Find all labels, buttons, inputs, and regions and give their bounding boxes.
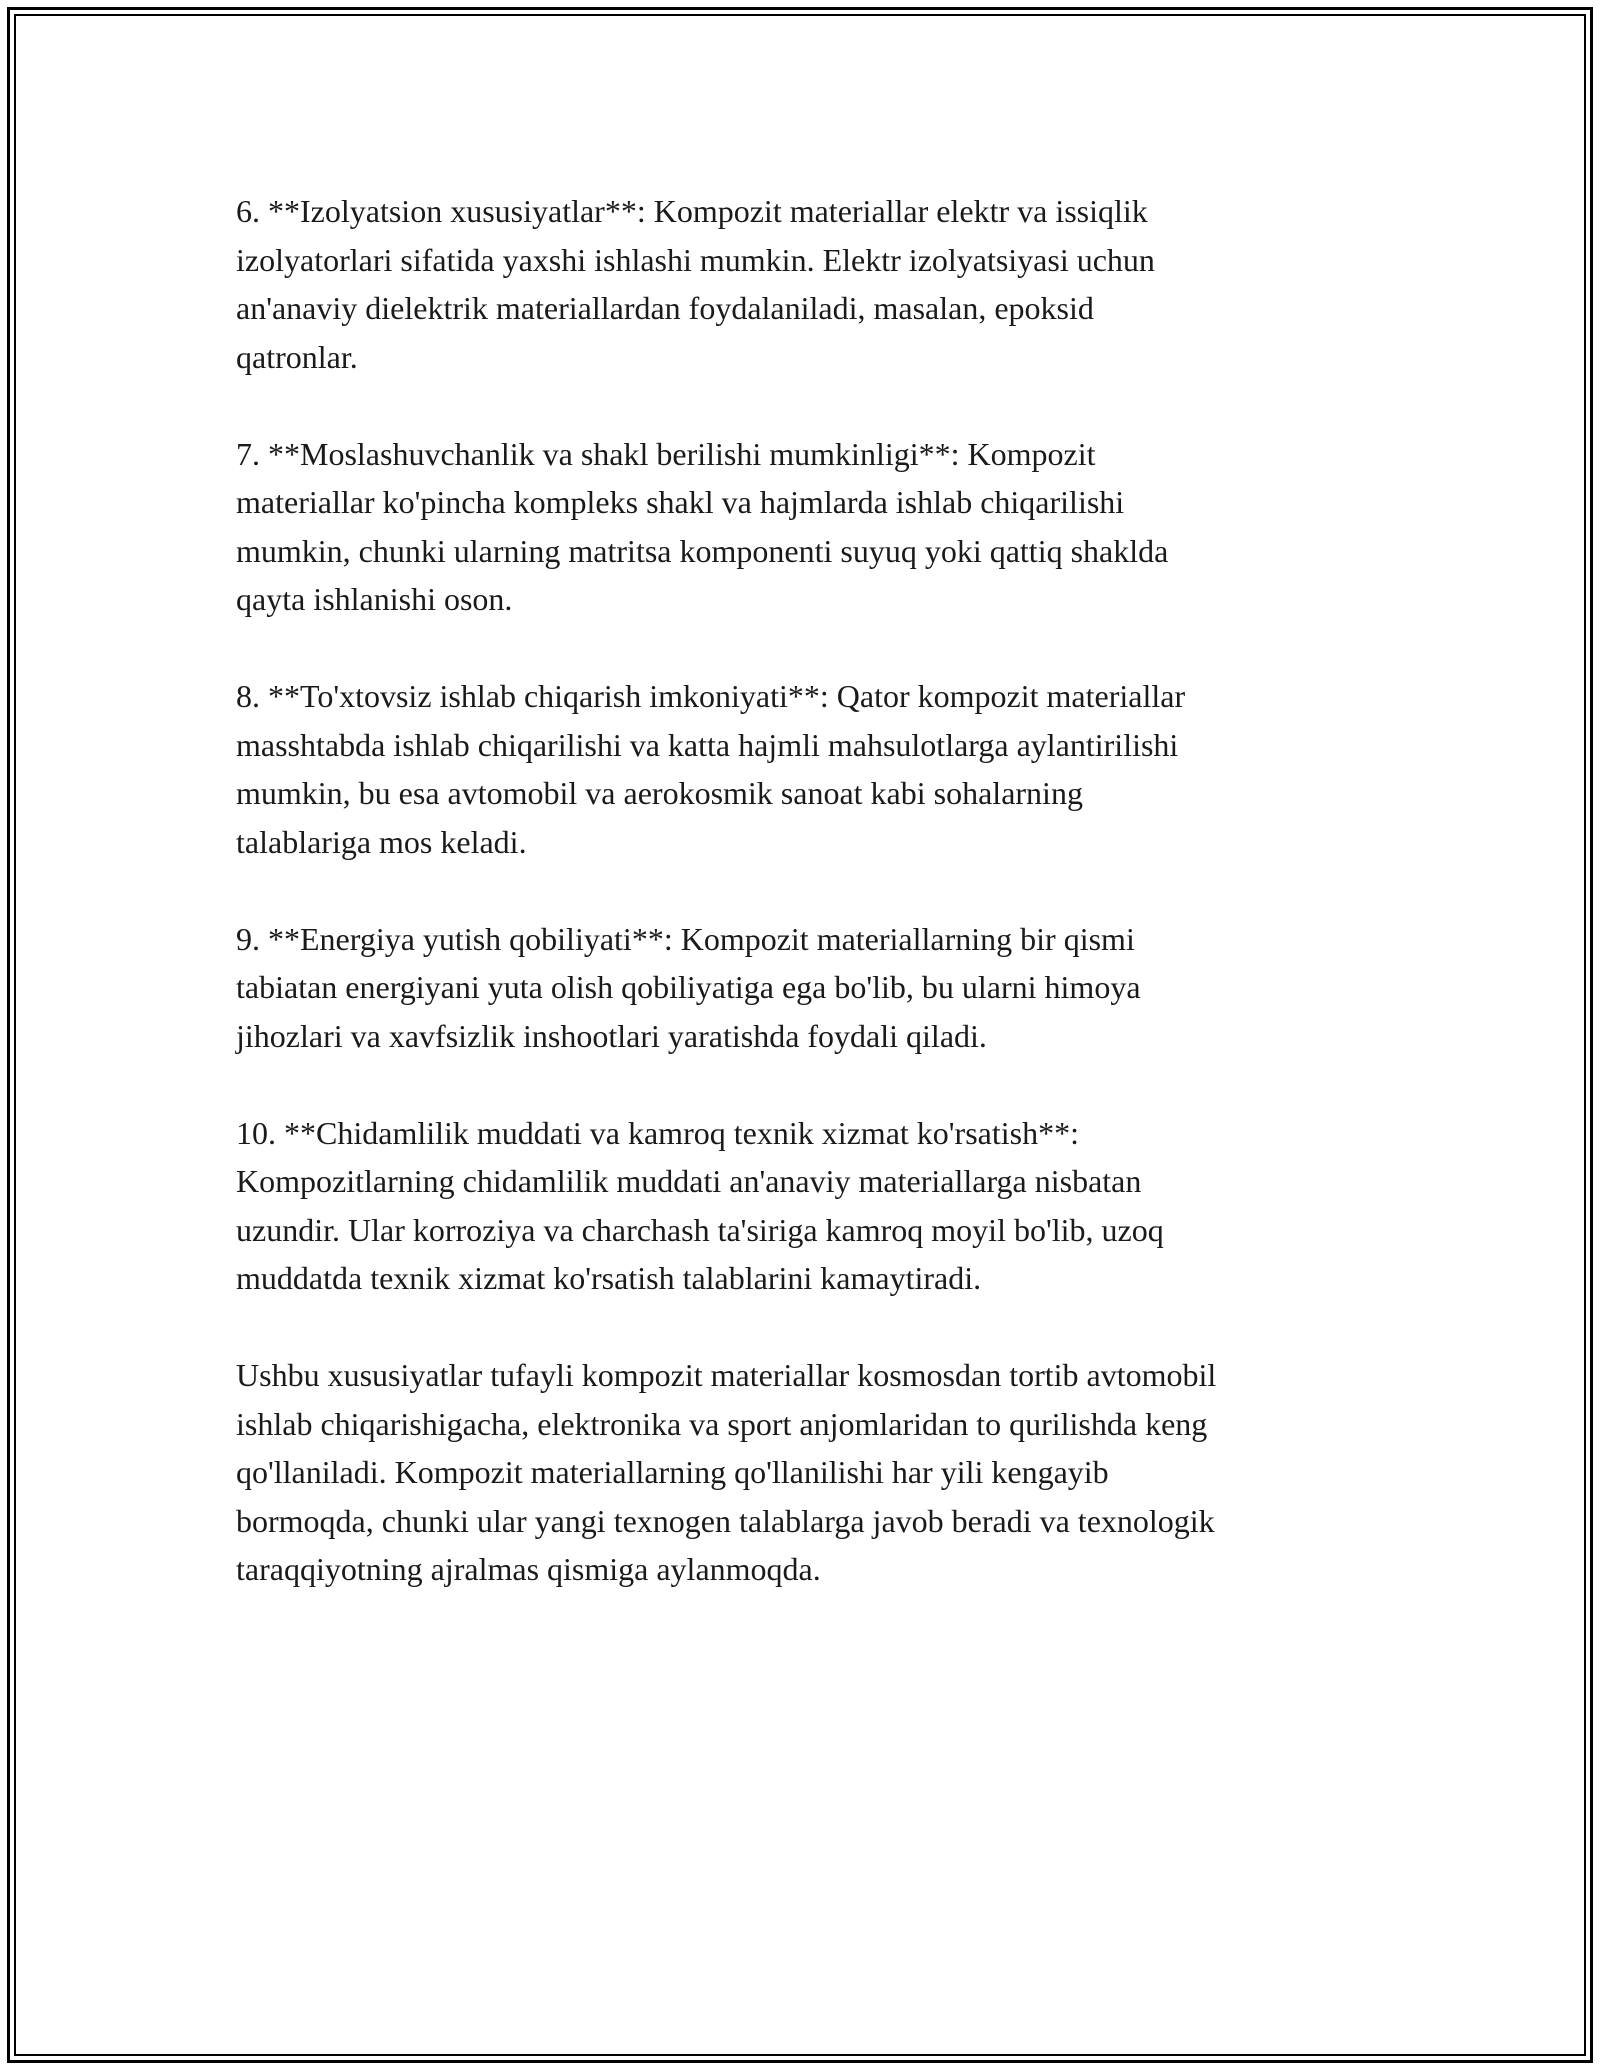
paragraph-conclusion: Ushbu xususiyatlar tufayli kompozit materiallar kosmosdan tortib avtomobil ishlab chiqarishigacha, elektronika va sport anjomlaridan to qurilishda keng qo'llaniladi. Kompozit materiallarning qo'llanilishi har yili kengayib bormoqda, chunki ular yangi texnogen talablarga javob beradi va texnologik taraqqiyotning ajralmas qismiga aylanmoqda. [236, 1357, 1217, 1587]
paragraph-item-9: 9. **Energiya yutish qobiliyati**: Kompozit materiallarning bir qismi tabiatan energiyani yuta olish qobiliyatiga ega bo'lib, bu ularni himoya jihozlari va xavfsizlik inshootlari yaratishda foydali qiladi. [236, 920, 1141, 1054]
document-body [236, 187, 1376, 1594]
paragraph-item-7: 7. **Moslashuvchanlik va shakl berilishi mumkinligi**: Kompozit materiallar ko'pincha kompleks shakl va hajmlarda ishlab chiqarilishi mumkin, chunki ularning matritsa komponenti suyuq yoki qattiq shaklda qayta ishlanishi oson. [236, 435, 1169, 617]
paragraph-item-6: 6. **Izolyatsion xususiyatlar**: Kompozit materiallar elektr va issiqlik izolyatorlari sifatida yaxshi ishlashi mumkin. Elektr izolyatsiyasi uchun an'anaviy dielektrik materiallardan foydalaniladi, masalan, epoksid qatronlar. [236, 193, 1155, 375]
paragraph-item-8: 8. **To'xtovsiz ishlab chiqarish imkoniyati**: Qator kompozit materiallar masshtabda ishlab chiqarilishi va katta hajmli mahsulotlarga aylantirilishi mumkin, bu esa avtomobil va aerokosmik sanoat kabi sohalarning talablariga mos keladi. [236, 678, 1186, 860]
paragraph-item-10: 10. **Chidamlilik muddati va kamroq texnik xizmat ko'rsatish**: Kompozitlarning chidamlilik muddati an'anaviy materiallarga nisbatan uzundir. Ular korroziya va charchash ta'siriga kamroq moyil bo'lib, uzoq muddatda texnik xizmat ko'rsatish talablarini kamaytiradi. [236, 1114, 1164, 1296]
